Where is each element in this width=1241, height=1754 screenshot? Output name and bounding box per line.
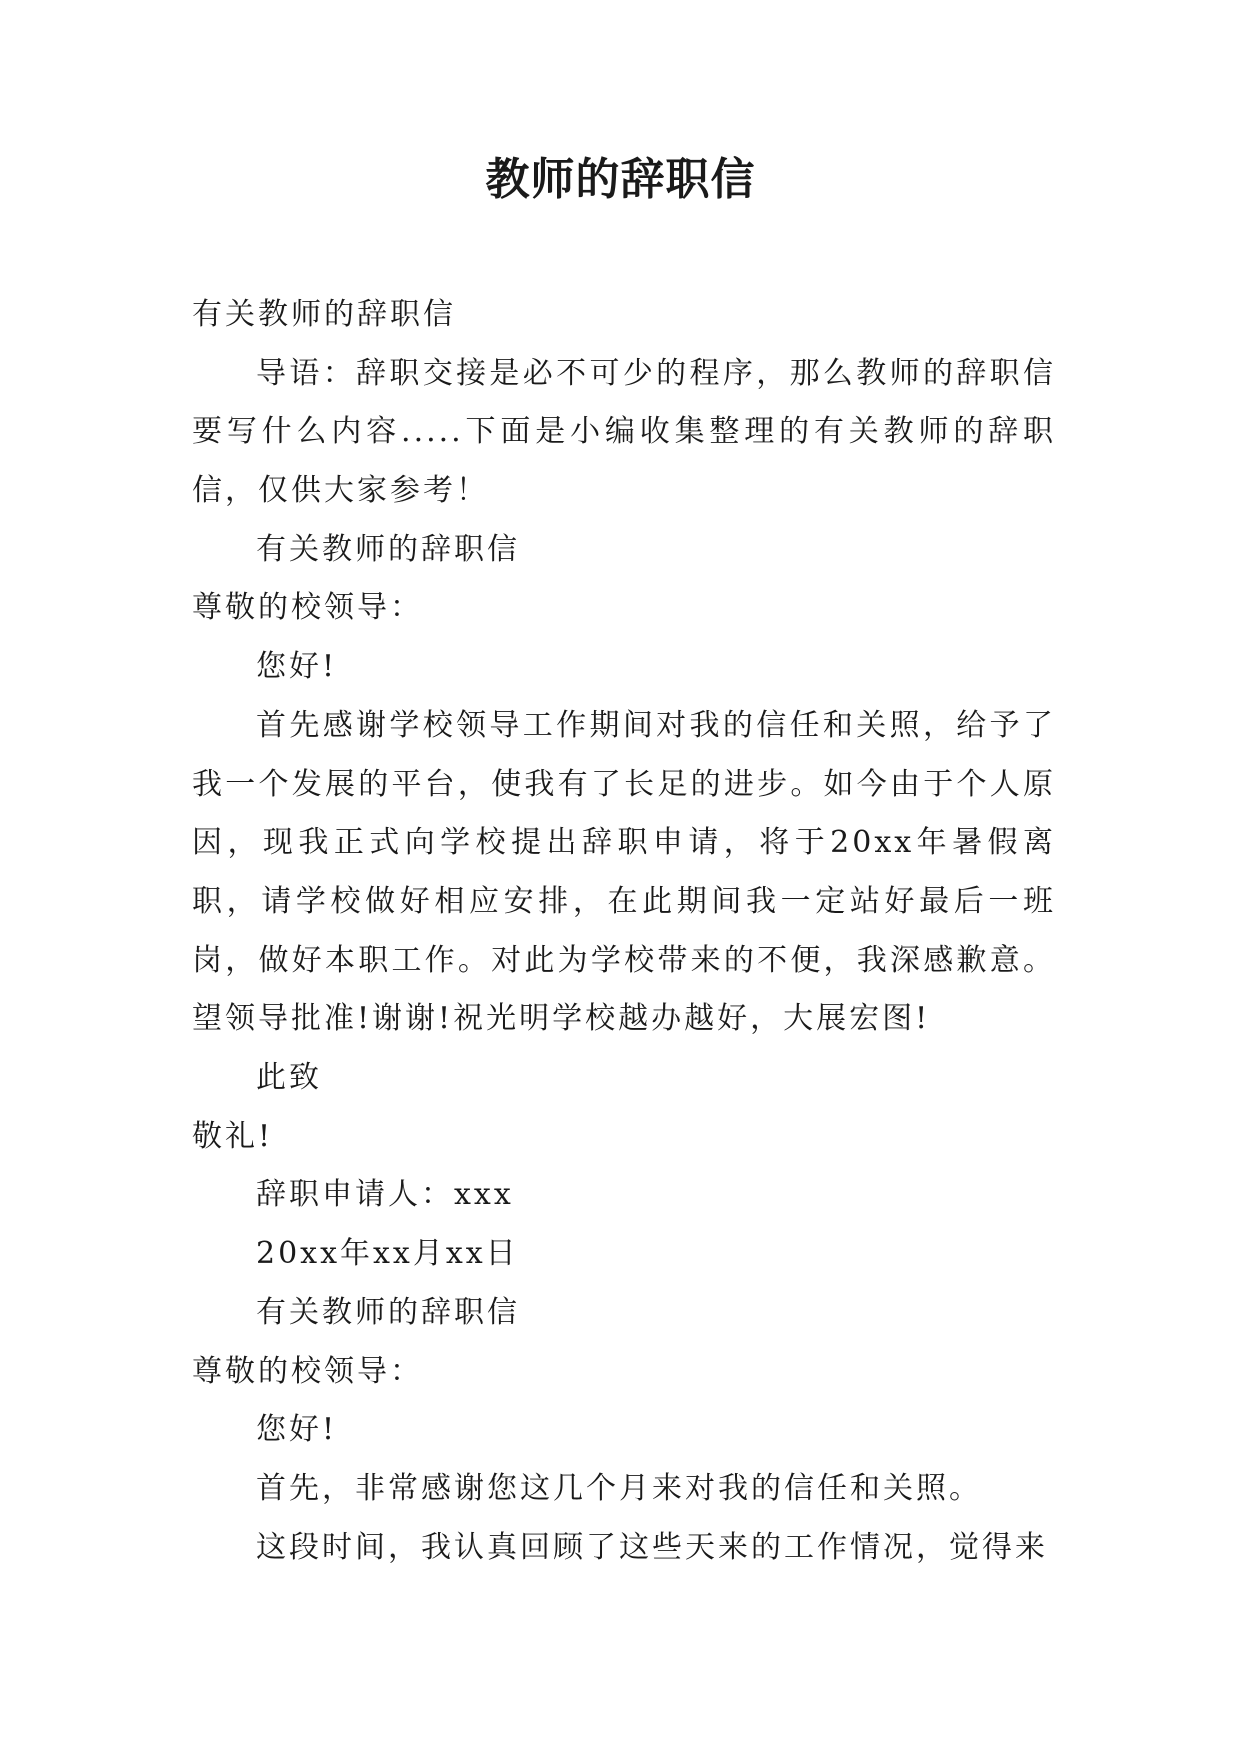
salutation-2: 尊敬的校领导： [192,1353,423,1389]
letter-heading-2: 有关教师的辞职信 [256,1294,520,1330]
letter-body-1: 首先感谢学校领导工作期间对我的信任和关照，给予了我一个发展的平台，使我有了长足的进步。如今由于个人原因，现我正式向学校提出辞职申请，将于20xx年暑假离职，请学校做好相应安排，在此期间我一定站好最后一班岗，做好本职工作。对此为学校带来的不便，我深感歉意。望领导批准!谢谢!祝光明学校越办越好，大展宏图! [192,707,1056,1037]
intro-paragraph: 导语：辞职交接是必不可少的程序，那么教师的辞职信要写什么内容.....下面是小编收集整理的有关教师的辞职信，仅供大家参考！ [192,355,1056,509]
greeting-1: 您好! [256,649,338,685]
signature-line: 辞职申请人：xxx [256,1177,514,1213]
closing-1: 此致 [256,1060,322,1096]
document-title: 教师的辞职信 [485,154,756,205]
document-body [192,286,1056,1577]
letter-heading-1: 有关教师的辞职信 [256,531,520,567]
letter-body-2-line-1: 首先，非常感谢您这几个月来对我的信任和关照。 [256,1470,982,1506]
closing-2: 敬礼! [192,1118,274,1154]
salutation-1: 尊敬的校领导： [192,590,423,626]
date-line: 20xx年xx月xx日 [256,1236,519,1272]
letter-body-2-line-2: 这段时间，我认真回顾了这些天来的工作情况，觉得来 [256,1529,1048,1565]
subtitle-line: 有关教师的辞职信 [192,297,456,332]
greeting-2: 您好! [256,1412,338,1448]
